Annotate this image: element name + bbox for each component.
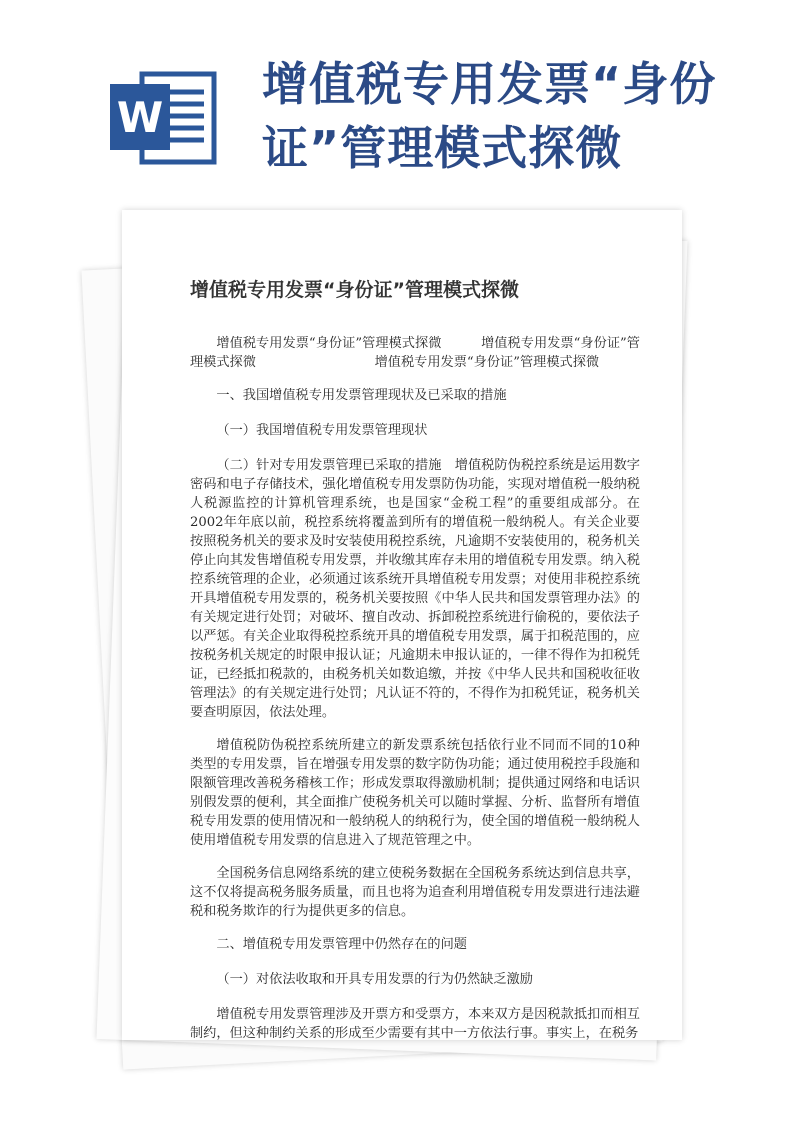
section-heading-1: 一、我国增值税专用发票管理现状及已采取的措施 <box>216 388 507 403</box>
document-title: 增值税专用发票“身份证”管理模式探微 <box>190 279 519 301</box>
document-body <box>190 276 640 1057</box>
paragraph-tax-control-system: 增值税防伪税控系统所建立的新发票系统包括依行业不同而不同的10种类型的专用发票，旨在增强专用发票的数字防伪功能；通过使用税控手段施和限额管理改善税务稽核工作；形成发票取得激励机制；提供通过网络和电话识别假发票的便利，其全面推广使税务机关可以随时掌握、分析、监督所有增值税专用发票的使用情况和一般纳税人的纳税行为，使全国的增值税一般纳税人使用增值税专用发票的信息进入了规范管理之中。 <box>190 738 640 848</box>
banner-title: 增值税专用发票“身份证”管理模式探微 <box>262 57 717 175</box>
word-document-icon <box>108 70 218 166</box>
document-subtitle-line: 增值税专用发票“身份证”管理模式探微 增值税专用发票“身份证”管理模式探微 增值税专用发票“身份证”管理模式探微 <box>190 336 640 370</box>
paragraph-invoice-parties: 增值税专用发票管理涉及开票方和受票方，本来双方是因税款抵扣而相互制约，但这种制约关系的形成至少需要有其中一方依法行事。事实上，在税务 <box>190 1007 640 1041</box>
section-heading-2: 二、增值税专用发票管理中仍然存在的问题 <box>216 937 467 952</box>
paragraph-network-system: 全国税务信息网络系统的建立使税务数据在全国税务系统达到信息共享，这不仅将提高税务服务质量，而且也将为追查利用增值税专用发票进行违法避税和税务欺诈的行为提供更多的信息。 <box>190 866 640 919</box>
subsection-heading-2-1: （一）对依法收取和开具专用发票的行为仍然缺乏激励 <box>216 972 533 987</box>
word-logo-letter: W <box>116 93 164 142</box>
subsection-heading-1-1: （一）我国增值税专用发票管理现状 <box>216 423 428 438</box>
paragraph-measures: （二）针对专用发票管理已采取的措施 增值税防伪税控系统是运用数字密码和电子存储技术，强化增值税专用发票防伪功能，实现对增值税一般纳税人税源监控的计算机管理系统，也是国家“金税工程”的重要组成部分。在2002年年底以前，税控系统将覆盖到所有的增值税一般纳税人。有关企业要按照税务机关的要求及时安装使用税控系统，凡逾期不安装使用的，税务机关停止向其发售增值税专用发票，并收缴其库存未用的增值税专用发票。纳入税控系统管理的企业，必须通过该系统开具增值税专用发票；对使用非税控系统开具增值税专用发票的，税务机关要按照《中华人民共和国发票管理办法》的有关规定进行处罚；对破坏、擅自改动、拆卸税控系统进行偷税的，要依法子以严惩。有关企业取得税控系统开具的增值税专用发票，属于扣税范围的，应按税务机关规定的时限申报认证；凡逾期未申报认证的，一律不得作为扣税凭证，已经抵扣税款的，由税务机关如数追缴，并按《中华人民共和国税收征收管理法》的有关规定进行处罚；凡认证不符的，不得作为扣税凭证，税务机关要查明原因，依法处理。 <box>190 458 640 720</box>
